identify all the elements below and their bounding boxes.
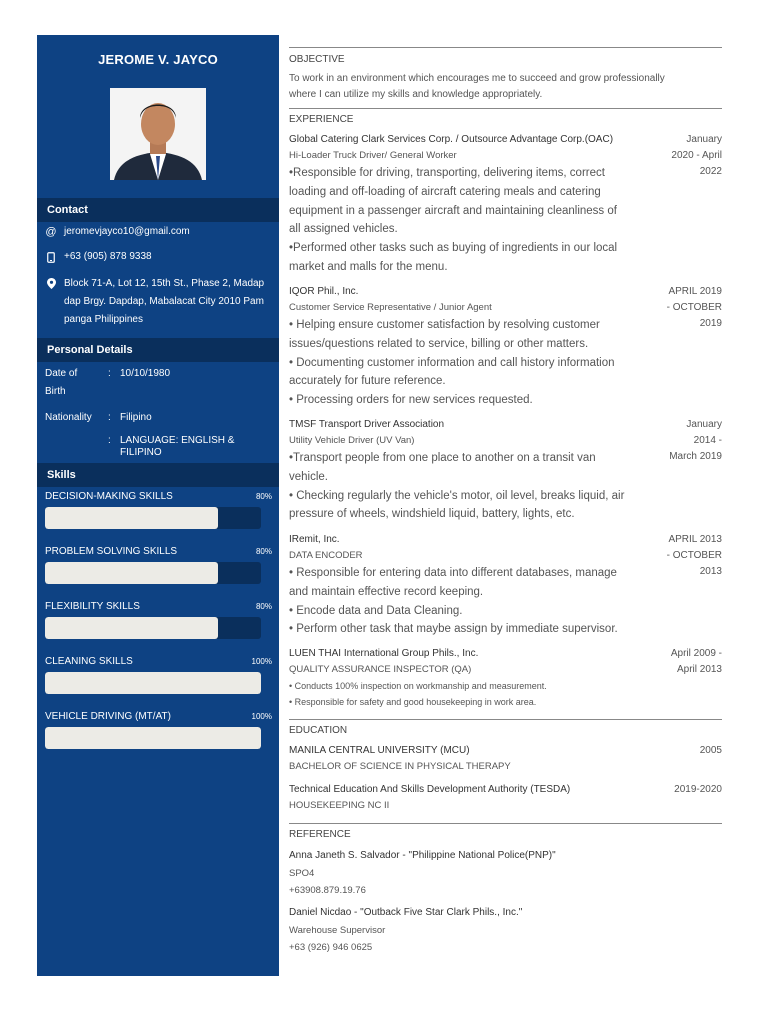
reference-name: Anna Janeth S. Salvador - "Philippine National Police(PNP)" xyxy=(289,850,556,861)
experience-entry xyxy=(289,132,722,277)
skill-bar-fill xyxy=(45,562,218,584)
skill-bar-fill xyxy=(45,617,218,639)
job-description xyxy=(289,164,649,277)
dob-row xyxy=(45,365,277,401)
job-line: and maintain effective record keeping. xyxy=(289,585,484,598)
objective-line: where I can utilize my skills and knowledge appropriately. xyxy=(289,89,543,100)
resume-name: JEROME V. JAYCO xyxy=(98,52,218,67)
school-name: MANILA CENTRAL UNIVERSITY (MCU) xyxy=(289,745,470,756)
job-date xyxy=(642,284,722,332)
date-line: April 2009 - xyxy=(670,648,722,659)
contact-heading: Contact xyxy=(37,198,279,222)
job-role: Utility Vehicle Driver (UV Van) xyxy=(289,435,415,446)
job-line: •Performed other tasks such as buying of ingredients in our local xyxy=(289,242,618,255)
date-line: April 2013 xyxy=(676,664,722,675)
date-line: 2013 xyxy=(699,566,722,577)
company-name: IQOR Phil., Inc. xyxy=(289,286,359,297)
job-line: • Responsible for entering data into different databases, manage xyxy=(289,567,617,579)
skill-percent: 80% xyxy=(255,547,272,556)
job-date xyxy=(642,417,722,465)
company-name: TMSF Transport Driver Association xyxy=(289,419,445,430)
job-role: Hi-Loader Truck Driver/ General Worker xyxy=(289,150,457,161)
contact-email-text: jeromevjayco10@gmail.com xyxy=(64,226,190,237)
experience-heading: EXPERIENCE xyxy=(289,114,354,125)
job-line: • Encode data and Data Cleaning. xyxy=(289,604,463,617)
job-line: • Documenting customer information and call history information xyxy=(289,356,615,369)
job-line: accurately for future reference. xyxy=(289,375,446,388)
education-date: 2019-2020 xyxy=(674,784,722,795)
experience-entry xyxy=(289,417,722,524)
address-line: dap Brgy. Dapdap, Mabalacat City 2010 Pam xyxy=(64,296,264,307)
objective-heading: OBJECTIVE xyxy=(289,54,345,65)
job-line: loading and off-loading of aircraft catering meals and catering xyxy=(289,185,601,198)
contact-phone-text: +63 (905) 878 9338 xyxy=(64,251,152,262)
language-line: FILIPINO xyxy=(120,447,162,458)
experience-entry xyxy=(289,532,722,639)
date-line: - OCTOBER xyxy=(666,550,722,561)
date-line: 2014 - xyxy=(693,435,722,446)
address-line: panga Philippines xyxy=(64,314,143,325)
education-entry xyxy=(289,743,722,775)
date-line: 2019 xyxy=(699,318,722,329)
date-line: 2020 - April xyxy=(671,150,722,161)
skill-bar-fill xyxy=(45,507,218,529)
objective-text xyxy=(289,71,704,103)
skills-heading: Skills xyxy=(37,463,279,487)
job-description xyxy=(289,316,649,410)
reference-position: SPO4 xyxy=(289,868,315,879)
experience-entry xyxy=(289,284,722,410)
skill-name: FLEXIBILITY SKILLS xyxy=(45,601,140,612)
skill-percent: 80% xyxy=(255,602,272,611)
skill-percent: 100% xyxy=(251,712,272,721)
address-line: Block 71-A, Lot 12, 15th St., Phase 2, Madap xyxy=(64,278,265,289)
job-line: • Processing orders for new services requested. xyxy=(289,394,533,407)
job-line: vehicle. xyxy=(289,470,328,483)
job-line: • Helping ensure customer satisfaction by resolving customer xyxy=(289,319,600,331)
skill-bar xyxy=(45,727,261,749)
mobile-phone-icon xyxy=(45,248,57,269)
language-value xyxy=(120,432,270,459)
company-name: LUEN THAI International Group Phils., Inc. xyxy=(289,648,479,659)
job-role: QUALITY ASSURANCE INSPECTOR (QA) xyxy=(289,664,472,675)
job-description xyxy=(289,564,649,639)
nationality-label: Nationality xyxy=(45,412,92,423)
skill-percent: 80% xyxy=(255,492,272,501)
degree-name: HOUSEKEEPING NC II xyxy=(289,800,390,811)
divider xyxy=(289,47,722,48)
reference-heading: REFERENCE xyxy=(289,829,351,840)
profile-photo-image xyxy=(110,88,206,180)
divider xyxy=(289,719,722,720)
divider xyxy=(289,108,722,109)
reference-phone: +63908.879.19.76 xyxy=(289,885,366,896)
date-line: 2022 xyxy=(699,166,722,177)
company-name: Global Catering Clark Services Corp. / Outsource Advantage Corp.(OAC) xyxy=(289,134,614,145)
job-date xyxy=(642,132,722,180)
job-line: • Checking regularly the vehicle's motor, oil level, breaks liquid, air xyxy=(289,489,625,502)
education-entry xyxy=(289,782,722,814)
job-line: issues/questions related to service, billing or other matters. xyxy=(289,337,589,350)
reference-entry xyxy=(289,904,722,956)
job-date xyxy=(642,646,722,678)
objective-line: To work in an environment which encourages me to succeed and grow professionally xyxy=(289,73,665,84)
skill-name: DECISION-MAKING SKILLS xyxy=(45,491,173,502)
job-line: • Responsible for safety and good housekeeping in work area. xyxy=(289,697,537,707)
skill-bar xyxy=(45,617,261,639)
date-line: March 2019 xyxy=(669,451,722,462)
dob-label-line: Birth xyxy=(45,386,66,397)
skill-bar xyxy=(45,507,261,529)
job-line: all assigned vehicles. xyxy=(289,223,398,236)
job-description xyxy=(289,678,722,710)
contact-address-text xyxy=(64,275,277,329)
map-pin-icon xyxy=(45,275,57,295)
job-line: pressure of wheels, windshield liquid, battery, lights, etc. xyxy=(289,508,575,521)
job-line: equipment in a passenger aircraft and maintaining cleanliness of xyxy=(289,204,617,217)
skill-name: PROBLEM SOLVING SKILLS xyxy=(45,546,178,557)
skill-bar-fill xyxy=(45,672,261,694)
skill-bar xyxy=(45,562,261,584)
personal-details-heading: Personal Details xyxy=(37,338,279,362)
job-date xyxy=(642,532,722,580)
reference-name: Daniel Nicdao - "Outback Five Star Clark Phils., Inc." xyxy=(289,907,523,918)
degree-name: BACHELOR OF SCIENCE IN PHYSICAL THERAPY xyxy=(289,761,511,772)
skill-bar xyxy=(45,672,261,694)
job-line: • Perform other task that maybe assign by immediate supervisor. xyxy=(289,623,618,636)
divider xyxy=(289,823,722,824)
skill-name: CLEANING SKILLS xyxy=(45,656,133,667)
colon: : xyxy=(108,368,111,379)
job-description xyxy=(289,449,649,524)
dob-label-line: Date of xyxy=(45,368,78,379)
reference-position: Warehouse Supervisor xyxy=(289,925,386,936)
skill-percent: 100% xyxy=(251,657,272,666)
date-line: January xyxy=(686,419,722,430)
profile-photo xyxy=(110,88,206,180)
job-role: Customer Service Representative / Junior Agent xyxy=(289,302,492,313)
date-line: - OCTOBER xyxy=(666,302,722,313)
dob-label xyxy=(45,365,103,401)
job-line: • Conducts 100% inspection on workmanship and measurement. xyxy=(289,681,547,691)
date-line: APRIL 2019 xyxy=(668,286,722,297)
language-line: LANGUAGE: ENGLISH & xyxy=(120,435,235,446)
reference-phone: +63 (926) 946 0625 xyxy=(289,942,373,953)
education-heading: EDUCATION xyxy=(289,725,348,736)
colon: : xyxy=(108,412,111,423)
dob-value: 10/10/1980 xyxy=(120,368,171,379)
date-line: January xyxy=(686,134,722,145)
reference-entry xyxy=(289,847,722,899)
colon: : xyxy=(108,435,111,446)
skill-bar-fill xyxy=(45,727,261,749)
date-line: APRIL 2013 xyxy=(668,534,722,545)
job-line: market and malls for the menu. xyxy=(289,260,448,273)
at-sign-icon: @ xyxy=(45,226,57,238)
sidebar xyxy=(37,35,279,976)
nationality-value: Filipino xyxy=(120,412,152,423)
education-date: 2005 xyxy=(699,745,722,756)
job-line: •Transport people from one place to another on a transit van xyxy=(289,452,596,464)
job-role: DATA ENCODER xyxy=(289,550,363,561)
school-name: Technical Education And Skills Development Authority (TESDA) xyxy=(289,784,571,795)
skill-name: VEHICLE DRIVING (MT/AT) xyxy=(45,711,171,722)
experience-entry xyxy=(289,646,722,710)
company-name: IRemit, Inc. xyxy=(289,534,340,545)
job-line: •Responsible for driving, transporting, delivering items, correct xyxy=(289,167,605,179)
